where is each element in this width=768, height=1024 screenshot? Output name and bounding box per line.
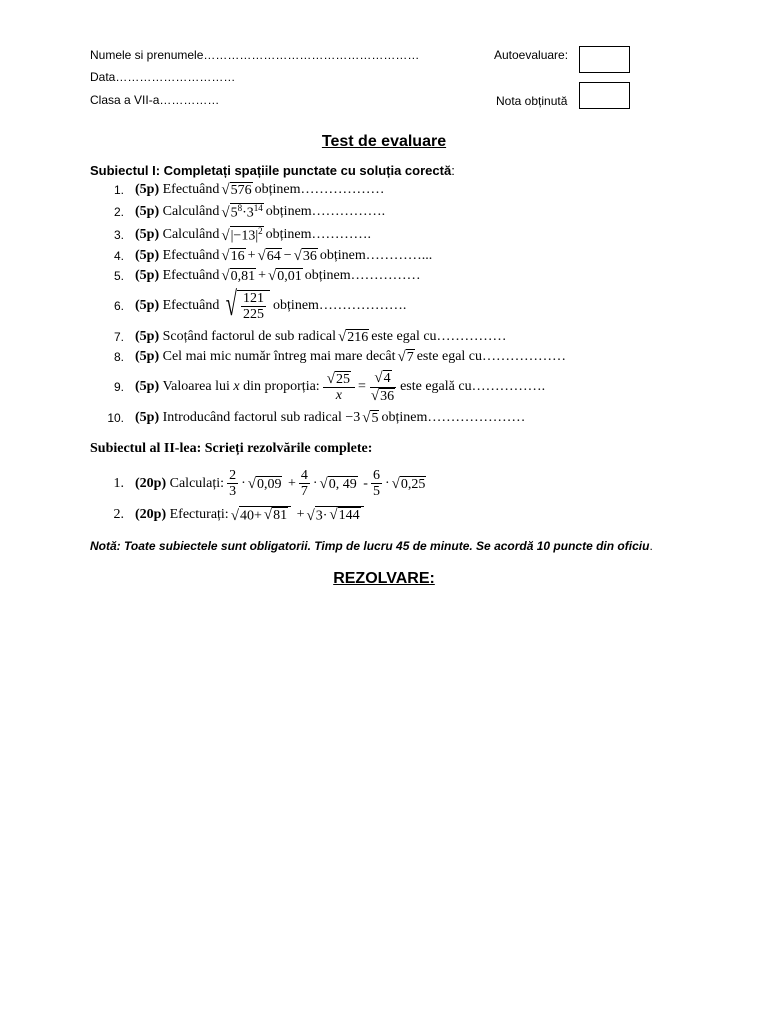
radical: √ 36 xyxy=(370,388,395,405)
note: Notă: Toate subiectele sunt obligatorii. Timp de lucru 45 de minute. Se acordă 10 puncte din oficiu. xyxy=(90,539,653,553)
list-item: 2. (5p) Calculând √ $5^8\cdot 3^{14}$ obținem……………. xyxy=(113,203,386,222)
radical: √ 64 xyxy=(257,248,281,265)
class-field-label: Clasa a VII-a…………… xyxy=(90,93,220,107)
list-item: 1. (5p) Efectuând √ 576 obținem……………… xyxy=(113,182,385,199)
list-item: 10. (5p) Introducând factorul sub radical −3 √ 5 obținem………………… xyxy=(107,410,526,427)
radical: √ 36 xyxy=(293,248,317,265)
radical: √ 0,81 xyxy=(221,268,256,285)
radical: √ 0,25 xyxy=(391,476,426,493)
list-item: 4. (5p) Efectuând √ 16 + √ 64 − √ 36 obținem…………... xyxy=(113,248,433,265)
grade-label: Nota obținută xyxy=(496,94,568,108)
page-title: Test de evaluare xyxy=(321,133,447,150)
solution-title: REZOLVARE: xyxy=(333,570,435,587)
radical: √ 40+ √ 81 xyxy=(231,506,291,524)
radical: √ 576 xyxy=(221,182,252,199)
list-item: 6. (5p) Efectuând √ $\frac{121}{225}$ obținem………………. xyxy=(113,286,407,323)
radical: √ 3· √ 144 xyxy=(306,506,363,524)
list-item: 8. (5p) Cel mai mic număr întreg mai mare decât √ 7 este egal cu……………… xyxy=(113,349,567,366)
list-item: 7. (5p) Scoțând factorul de sub radical √ 216 este egal cu…………… xyxy=(113,329,507,346)
list-item: 9. (5p) Valoarea lui x din proporția: √ 25 x = √ 4 √ 36 este egală cu……………. xyxy=(113,370,546,405)
self-evaluation-box[interactable] xyxy=(579,46,630,73)
list-item: 5. (5p) Efectuând √ 0,81 + √ 0,01 obținem…………… xyxy=(113,268,421,285)
radical: √ 4 xyxy=(374,370,391,387)
list-item: 1. (20p) Calculați: $\frac{2}{3}$ · √ 0,09 + $\frac{4}{7}$ · √ 0, 49 - $\frac{6}{5}$ · √ 0,25 xyxy=(113,468,426,500)
radical: √ 5 xyxy=(362,410,379,427)
list-item: 2. (20p) Efecturați: √ 40+ √ 81 + √ 3· √ 144 xyxy=(90,506,730,524)
radical: √ $5^8\cdot 3^{14}$ xyxy=(221,203,263,222)
list-item: 3. (5p) Calculând √ $|-13|^2$ obținem…………. xyxy=(113,226,372,245)
radical: √ 25 xyxy=(326,370,350,387)
section1-heading: Subiectul I: Completați spațiile punctate cu soluția corectă: xyxy=(90,163,455,178)
radical: √ 216 xyxy=(338,329,369,346)
radical: √ 7 xyxy=(397,349,414,366)
name-field-label: Numele si prenumele……………………………………………… xyxy=(90,48,420,62)
radical: √ 0,01 xyxy=(268,268,302,285)
radical: √ 0,09 xyxy=(247,476,282,493)
self-evaluation-label: Autoevaluare: xyxy=(494,48,569,62)
radical: √ $|-13|^2$ xyxy=(221,226,263,245)
section2-heading: Subiectul al II-lea: Scrieți rezolvările complete: xyxy=(90,441,373,456)
radical: √ 16 xyxy=(221,248,245,265)
radical: √ 0, 49 xyxy=(319,476,357,493)
grade-box[interactable] xyxy=(579,82,630,109)
date-field-label: Data………………………… xyxy=(90,70,236,84)
radical: √ $\frac{121}{225}$ xyxy=(222,290,270,323)
